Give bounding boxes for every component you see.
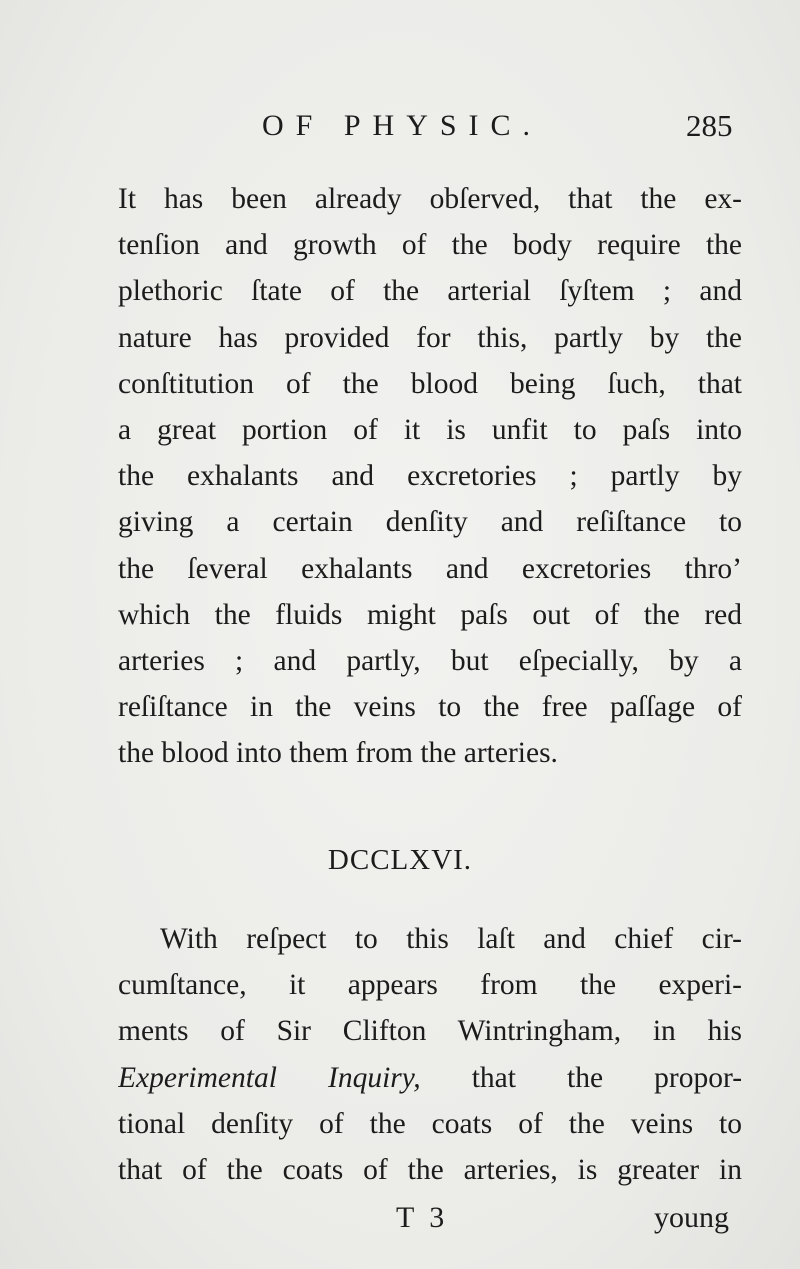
text-line: tional denſity of the coats of the veins to: [118, 1107, 742, 1140]
text-line: the ſeveral exhalants and excretories thro’: [118, 552, 742, 585]
text-line: cumſtance, it appears from the experi-: [118, 969, 742, 1002]
text-line: It has been already obſerved, that the ex-: [118, 183, 742, 215]
paragraph-2: [118, 916, 742, 1193]
text-line: reſiſtance in the veins to the free paſſage of: [118, 691, 742, 724]
text-line: tenſion and growth of the body require the: [118, 229, 742, 262]
text-line: conſtitution of the blood being ſuch, that: [118, 367, 742, 400]
text-line: the exhalants and excretories ; partly by: [118, 460, 742, 493]
text-line: arteries ; and partly, but eſpecially, by a: [118, 644, 742, 677]
section-heading: DCCLXVI.: [327, 844, 473, 876]
text-line: ments of Sir Clifton Wintringham, in his: [118, 1015, 742, 1048]
text-line: a great portion of it is unfit to paſs into: [118, 413, 742, 446]
paragraph-1: [118, 176, 742, 776]
text-line: plethoric ſtate of the arterial ſyſtem ; and: [118, 275, 742, 308]
page-footer: [0, 1196, 800, 1240]
text-line: nature has provided for this, partly by the: [118, 321, 742, 354]
signature-mark: T 3: [396, 1201, 449, 1234]
page-number: 285: [686, 108, 733, 143]
text-line: that of the coats of the arteries, is greater in: [118, 1153, 742, 1186]
text-line: [118, 1055, 742, 1101]
book-title-italic: Experimental Inquiry,: [118, 1061, 421, 1094]
catchword: young: [654, 1201, 729, 1234]
text-line: the blood into them from the arteries.: [118, 737, 558, 770]
running-title: OF PHYSIC.: [262, 109, 543, 142]
text-line: With reſpect to this laſt and chief cir-: [160, 923, 742, 955]
text-fragment: that the propor-: [420, 1061, 742, 1094]
page-header: [0, 106, 800, 146]
text-line: which the fluids might paſs out of the red: [118, 598, 742, 631]
text-line: giving a certain denſity and reſiſtance to: [118, 506, 742, 539]
